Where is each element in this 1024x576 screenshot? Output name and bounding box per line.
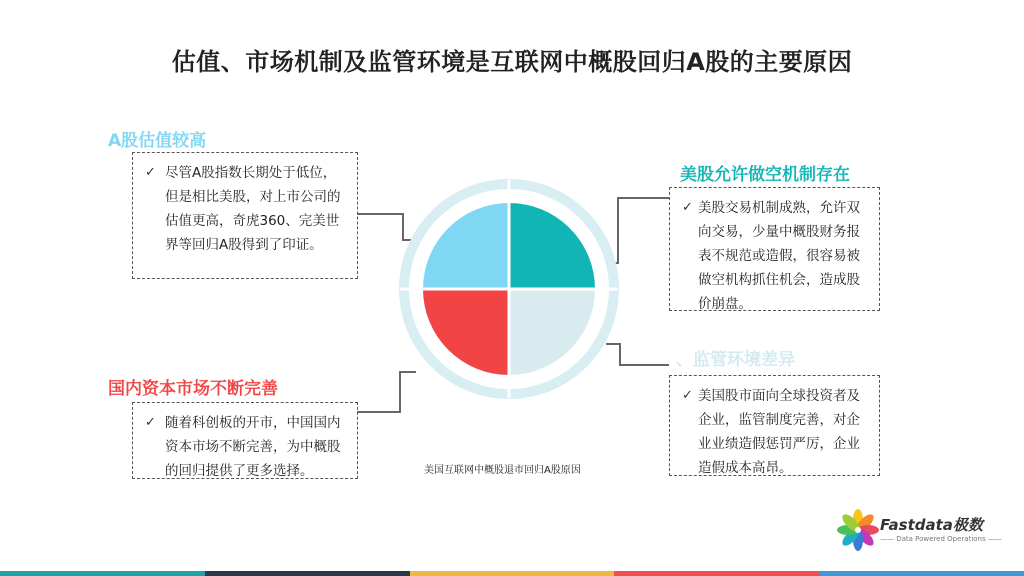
logo-name: Fastdata极数 <box>880 516 983 534</box>
footer-segment <box>205 571 410 576</box>
footer-segment <box>410 571 615 576</box>
footer-segment <box>614 571 819 576</box>
heading-domestic: 国内资本市场不断完善 <box>108 379 278 399</box>
check-icon: ✓ <box>145 165 156 180</box>
text-shorting: 美股交易机制成熟，允许双向交易，少量中概股财务报表不规范或造假，很容易被做空机构抓住机会，造成股价崩盘。 <box>698 200 860 312</box>
textbox-domestic <box>132 402 358 479</box>
footer-color-bar <box>0 571 1024 576</box>
heading-shorting: 美股允许做空机制存在 <box>680 165 850 185</box>
textbox-shorting <box>669 187 880 311</box>
heading-valuation: A股估值较高 <box>108 131 207 151</box>
footer-segment <box>819 571 1024 576</box>
connector-domestic <box>357 372 416 412</box>
check-icon: ✓ <box>682 200 693 215</box>
connector-regulation <box>606 344 669 365</box>
text-valuation: 尽管A股指数长期处于低位，但是相比美股，对上市公司的估值更高，奇虎360、完美世界等回归A股得到了印证。 <box>165 165 341 253</box>
textbox-valuation <box>132 152 358 279</box>
footer-segment <box>0 571 205 576</box>
text-regulation: 美国股市面向全球投资者及企业，监管制度完善，对企业业绩造假惩罚严厉，企业造假成本高昂。 <box>698 388 860 476</box>
logo-tagline: —— Data Powered Operations —— <box>880 535 1002 543</box>
textbox-regulation <box>669 375 880 476</box>
connector-shorting <box>606 198 669 263</box>
check-icon: ✓ <box>682 388 693 403</box>
heading-regulation: 、监管环境差异 <box>676 350 795 370</box>
diagram-caption: 美国互联网中概股退市回归A股原因 <box>424 465 581 476</box>
connector-valuation <box>357 214 416 240</box>
page-title: 估值、市场机制及监管环境是互联网中概股回归A股的主要原因 <box>171 48 853 76</box>
text-domestic: 随着科创板的开市，中国国内资本市场不断完善，为中概股的回归提供了更多选择。 <box>165 415 341 479</box>
check-icon: ✓ <box>145 415 156 430</box>
